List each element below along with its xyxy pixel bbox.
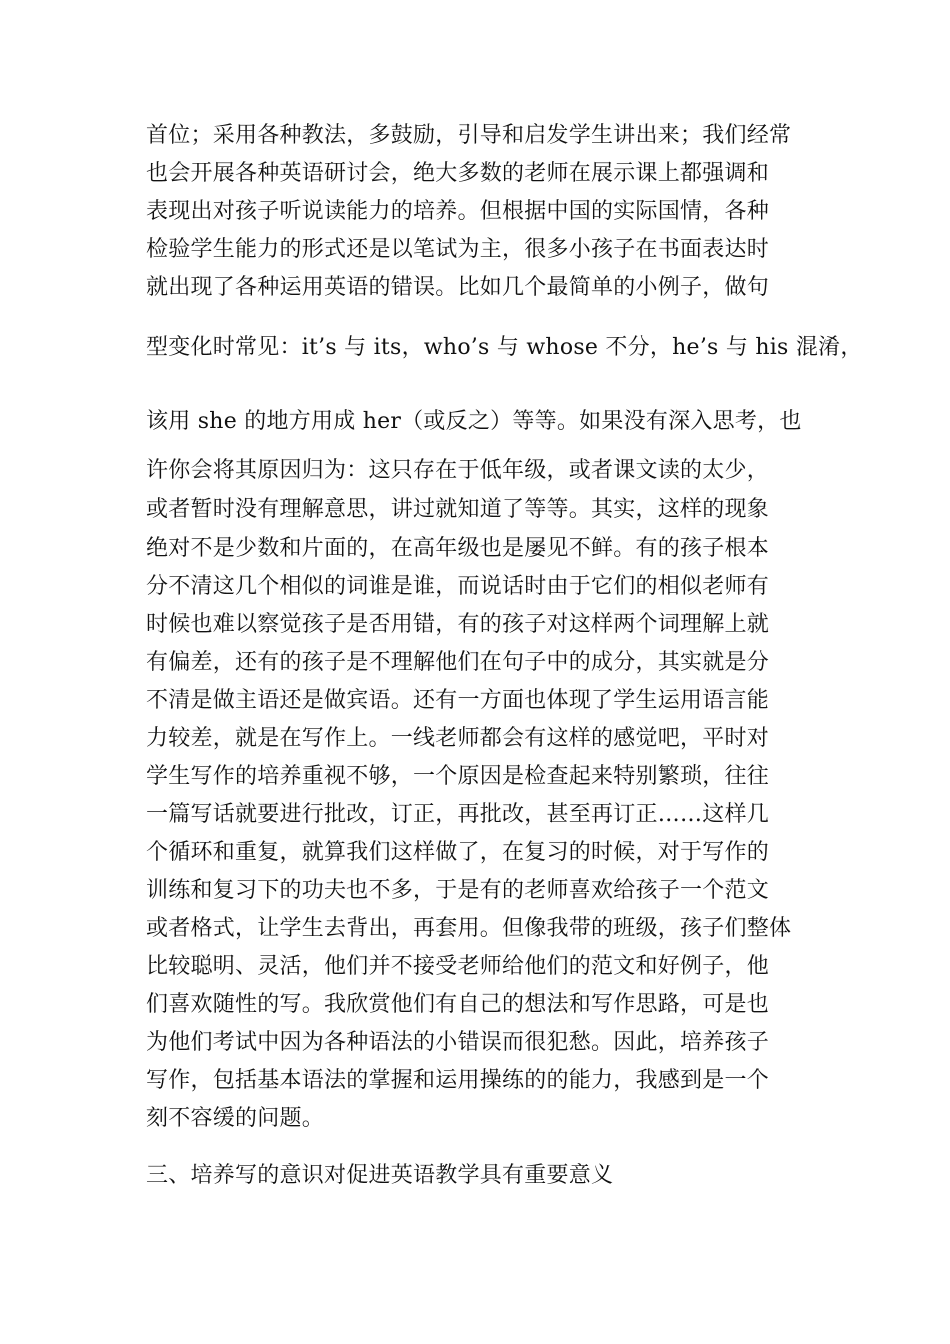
- text-line: 为他们考试中因为各种语法的小错误而很犯愁。因此，培养孩子: [146, 1030, 770, 1055]
- text-line: 力较差，就是在写作上。一线老师都会有这样的感觉吧，平时对: [146, 726, 770, 751]
- text-line: 学生写作的培养重视不够，一个原因是检查起来特别繁琐，往往: [146, 764, 770, 789]
- text-line: 检验学生能力的形式还是以笔试为主，很多小孩子在书面表达时: [146, 237, 770, 262]
- section-heading: 三、培养写的意识对促进英语教学具有重要意义: [146, 1163, 614, 1188]
- text-line: 型变化时常见：it’s 与 its，who’s 与 whose 不分，he’s 与 his 混淆，: [146, 335, 863, 360]
- text-line: 写作，包括基本语法的掌握和运用操练的的能力，我感到是一个: [146, 1068, 770, 1093]
- text-line: 一篇写话就要进行批改，订正，再批改，甚至再订正……这样几: [146, 802, 770, 827]
- text-line: 许你会将其原因归为：这只存在于低年级，或者课文读的太少，: [146, 458, 770, 483]
- text-line: 首位；采用各种教法，多鼓励，引导和启发学生讲出来；我们经常: [146, 123, 792, 148]
- text-line: 表现出对孩子听说读能力的培养。但根据中国的实际国情，各种: [146, 199, 770, 224]
- text-line: 训练和复习下的功夫也不多，于是有的老师喜欢给孩子一个范文: [146, 878, 770, 903]
- text-line: 或者暂时没有理解意思，讲过就知道了等等。其实，这样的现象: [146, 497, 770, 522]
- text-line: 该用 she 的地方用成 her（或反之）等等。如果没有深入思考，也: [146, 409, 802, 434]
- text-line: 或者格式，让学生去背出，再套用。但像我带的班级，孩子们整体: [146, 916, 792, 941]
- text-line: 也会开展各种英语研讨会，绝大多数的老师在展示课上都强调和: [146, 161, 770, 186]
- text-line: 们喜欢随性的写。我欣赏他们有自己的想法和写作思路，可是也: [146, 992, 770, 1017]
- text-line: 个循环和重复，就算我们这样做了，在复习的时候，对于写作的: [146, 840, 770, 865]
- text-line: 有偏差，还有的孩子是不理解他们在句子中的成分，其实就是分: [146, 650, 770, 675]
- text-line: 绝对不是少数和片面的，在高年级也是屡见不鲜。有的孩子根本: [146, 536, 770, 561]
- text-line: 不清是做主语还是做宾语。还有一方面也体现了学生运用语言能: [146, 688, 770, 713]
- text-line: 比较聪明、灵活，他们并不接受老师给他们的范文和好例子，他: [146, 954, 770, 979]
- text-line: 刻不容缓的问题。: [146, 1106, 325, 1131]
- text-line: 时候也难以察觉孩子是否用错，有的孩子对这样两个词理解上就: [146, 612, 770, 637]
- text-line: 就出现了各种运用英语的错误。比如几个最简单的小例子，做句: [146, 275, 770, 300]
- text-line: 分不清这几个相似的词谁是谁，而说话时由于它们的相似老师有: [146, 574, 770, 599]
